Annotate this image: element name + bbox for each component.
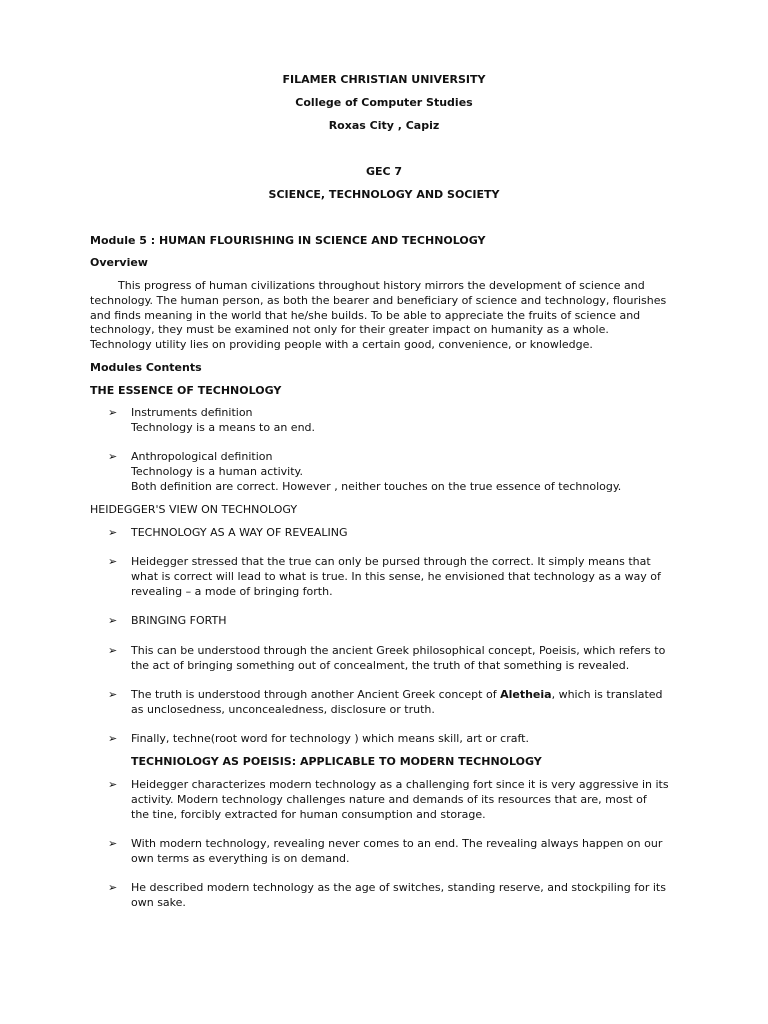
overview-line: technology. The human person, as both the bearer and beneficiary of science and technology, flourishes [90,294,667,307]
list-item-text: what is correct will lead to what is true. In this sense, he envisioned that technology as a way of [131,570,661,583]
arrow-bullet-icon: ➢ [108,526,118,539]
list-item-text: This can be understood through the ancient Greek philosophical concept, Poeisis, which refers to [131,644,666,657]
arrow-bullet-icon: ➢ [108,614,118,627]
arrow-bullet-icon: ➢ [108,732,118,745]
arrow-bullet-icon: ➢ [108,450,118,463]
list-item-text: the tine, forcibly extracted for human consumption and storage. [131,808,486,821]
list-item-text: Finally, techne(root word for technology ) which means skill, art or craft. [131,732,529,745]
arrow-bullet-icon: ➢ [108,406,118,419]
list-item-text: own terms as everything is on demand. [131,852,350,865]
overview-line: This progress of human civilizations throughout history mirrors the development of science and [118,279,645,292]
list-item-text: Both definition are correct. However , neither touches on the true essence of technology. [131,480,622,493]
list-item-text: Instruments definition [131,406,253,419]
overview-heading: Overview [90,256,148,269]
aletheia-term: Aletheia [500,688,552,701]
list-item-text: He described modern technology as the age of switches, standing reserve, and stockpiling for its [131,881,666,894]
university-name: FILAMER CHRISTIAN UNIVERSITY [282,73,486,86]
arrow-bullet-icon: ➢ [108,778,118,791]
list-item-text: as unclosedness, unconcealedness, disclosure or truth. [131,703,435,716]
heidegger-heading: HEIDEGGER'S VIEW ON TECHNOLOGY [90,503,298,516]
location: Roxas City , Capiz [328,119,440,132]
overview-line: Technology utility lies on providing people with a certain good, convenience, or knowledge. [90,338,593,351]
list-item-text: With modern technology, revealing never comes to an end. The revealing always happen on our [131,837,663,850]
list-item-text: Anthropological definition [131,450,273,463]
arrow-bullet-icon: ➢ [108,837,118,850]
course-title: SCIENCE, TECHNOLOGY AND SOCIETY [268,188,500,201]
list-item-text: own sake. [131,896,186,909]
list-item-text: Technology is a means to an end. [131,421,316,434]
list-item-text: TECHNOLOGY AS A WAY OF REVEALING [131,526,348,539]
list-item-text: BRINGING FORTH [131,614,227,627]
list-item-text: the act of bringing something out of concealment, the truth of that something is revealed. [131,659,630,672]
college-name: College of Computer Studies [295,96,473,109]
arrow-bullet-icon: ➢ [108,881,118,894]
list-item-text: Technology is a human activity. [131,465,303,478]
overview-line: and finds meaning in the world that he/she builds. To be able to appreciate the fruits of science and [90,309,641,322]
essence-heading: THE ESSENCE OF TECHNOLOGY [90,384,282,397]
poeisis-heading: TECHNIOLOGY AS POEISIS: APPLICABLE TO MODERN TECHNOLOGY [131,755,542,768]
list-item-text: The truth is understood through another Ancient Greek concept of Aletheia, which is translated [131,688,663,701]
list-item-text: Heidegger stressed that the true can only be pursed through the correct. It simply means that [131,555,651,568]
list-item-text: activity. Modern technology challenges nature and demands of its resources that are, most of [131,793,647,806]
list-item-text: Heidegger characterizes modern technology as a challenging fort since it is very aggressive in its [131,778,669,791]
module-title: Module 5 : HUMAN FLOURISHING IN SCIENCE AND TECHNOLOGY [90,234,486,247]
arrow-bullet-icon: ➢ [108,688,118,701]
course-code: GEC 7 [365,165,403,178]
list-item-text: revealing – a mode of bringing forth. [131,585,333,598]
arrow-bullet-icon: ➢ [108,555,118,568]
overview-line: technology, they must be examined not only for their greater impact on humanity as a whole. [90,323,609,336]
contents-heading: Modules Contents [90,361,202,374]
arrow-bullet-icon: ➢ [108,644,118,657]
